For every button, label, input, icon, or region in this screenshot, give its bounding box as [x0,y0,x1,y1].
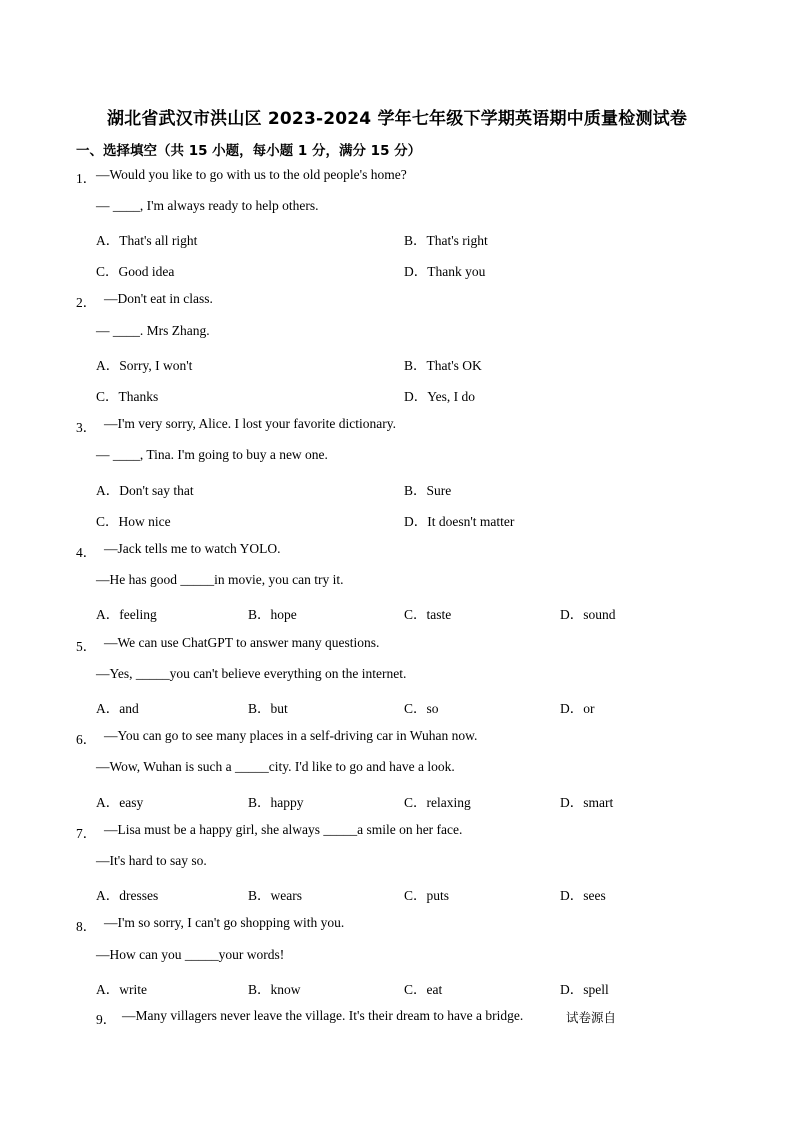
question-stem: —We can use ChatGPT to answer many questions. [104,635,380,650]
option-a[interactable]: A．Don't say that [96,483,194,498]
question-stem: —You can go to see many places in a self-driving car in Wuhan now. [104,728,478,743]
option-b[interactable]: B．Sure [404,483,452,498]
question-stem: —Lisa must be a happy girl, she always _____a smile on her face. [104,822,463,837]
option-d[interactable]: D．or [560,701,595,716]
question-reply: —How can you _____your words! [96,947,285,962]
question-stem: —I'm very sorry, Alice. I lost your favorite dictionary. [104,416,396,431]
question-number: 4． [76,545,97,560]
page-title: 湖北省武汉市洪山区 2023-2024 学年七年级下学期英语期中质量检测试卷 [106,109,688,129]
option-b[interactable]: B．happy [248,795,304,810]
question-number: 8． [76,919,97,934]
option-c[interactable]: C．Thanks [96,389,159,404]
option-c[interactable]: C．puts [404,888,450,903]
question-number: 1． [76,171,97,186]
option-c[interactable]: C．taste [404,607,452,622]
question-reply: — ____, Tina. I'm going to buy a new one. [96,447,328,462]
option-d[interactable]: D．It doesn't matter [404,514,515,529]
option-c[interactable]: C．so [404,701,439,716]
option-b[interactable]: B．but [248,701,288,716]
option-c[interactable]: C．relaxing [404,795,471,810]
source-note: 试卷源自 [566,1010,617,1025]
option-a[interactable]: A．Sorry, I won't [96,358,193,373]
option-d[interactable]: D．Yes, I do [404,389,476,404]
option-d[interactable]: D．Thank you [404,264,486,279]
option-a[interactable]: A．easy [96,795,144,810]
question-number: 2． [76,295,97,310]
question-stem: —Would you like to go with us to the old people's home? [96,167,407,182]
option-c[interactable]: C．Good idea [96,264,175,279]
option-b[interactable]: B．hope [248,607,297,622]
question-stem: —Don't eat in class. [104,291,213,306]
question-stem: —Many villagers never leave the village. It's their dream to have a bridge. [122,1008,524,1023]
option-a[interactable]: A．dresses [96,888,159,903]
option-b[interactable]: B．That's right [404,233,488,248]
option-a[interactable]: A．and [96,701,139,716]
section-heading: 一、选择填空（共 15 小题，每小题 1 分，满分 15 分） [76,143,422,159]
question-reply: — ____. Mrs Zhang. [96,323,210,338]
question-reply: — ____, I'm always ready to help others. [96,198,319,213]
option-b[interactable]: B．That's OK [404,358,482,373]
option-d[interactable]: D．smart [560,795,614,810]
option-d[interactable]: D．sound [560,607,616,622]
question-number: 5． [76,639,97,654]
question-stem: —I'm so sorry, I can't go shopping with you. [104,915,345,930]
question-number: 9． [96,1012,117,1027]
option-b[interactable]: B．wears [248,888,302,903]
option-a[interactable]: A．write [96,982,147,997]
question-reply: —It's hard to say so. [96,853,207,868]
question-number: 6． [76,732,97,747]
question-stem: —Jack tells me to watch YOLO. [104,541,281,556]
question-number: 3． [76,420,97,435]
option-d[interactable]: D．spell [560,982,609,997]
option-a[interactable]: A．That's all right [96,233,198,248]
question-number: 7． [76,826,97,841]
question-reply: —Yes, _____you can't believe everything on the internet. [96,666,407,681]
option-c[interactable]: C．How nice [96,514,171,529]
question-reply: —He has good _____in movie, you can try it. [96,572,344,587]
option-d[interactable]: D．sees [560,888,606,903]
option-c[interactable]: C．eat [404,982,443,997]
option-a[interactable]: A．feeling [96,607,157,622]
option-b[interactable]: B．know [248,982,301,997]
question-reply: —Wow, Wuhan is such a _____city. I'd like to go and have a look. [96,759,455,774]
